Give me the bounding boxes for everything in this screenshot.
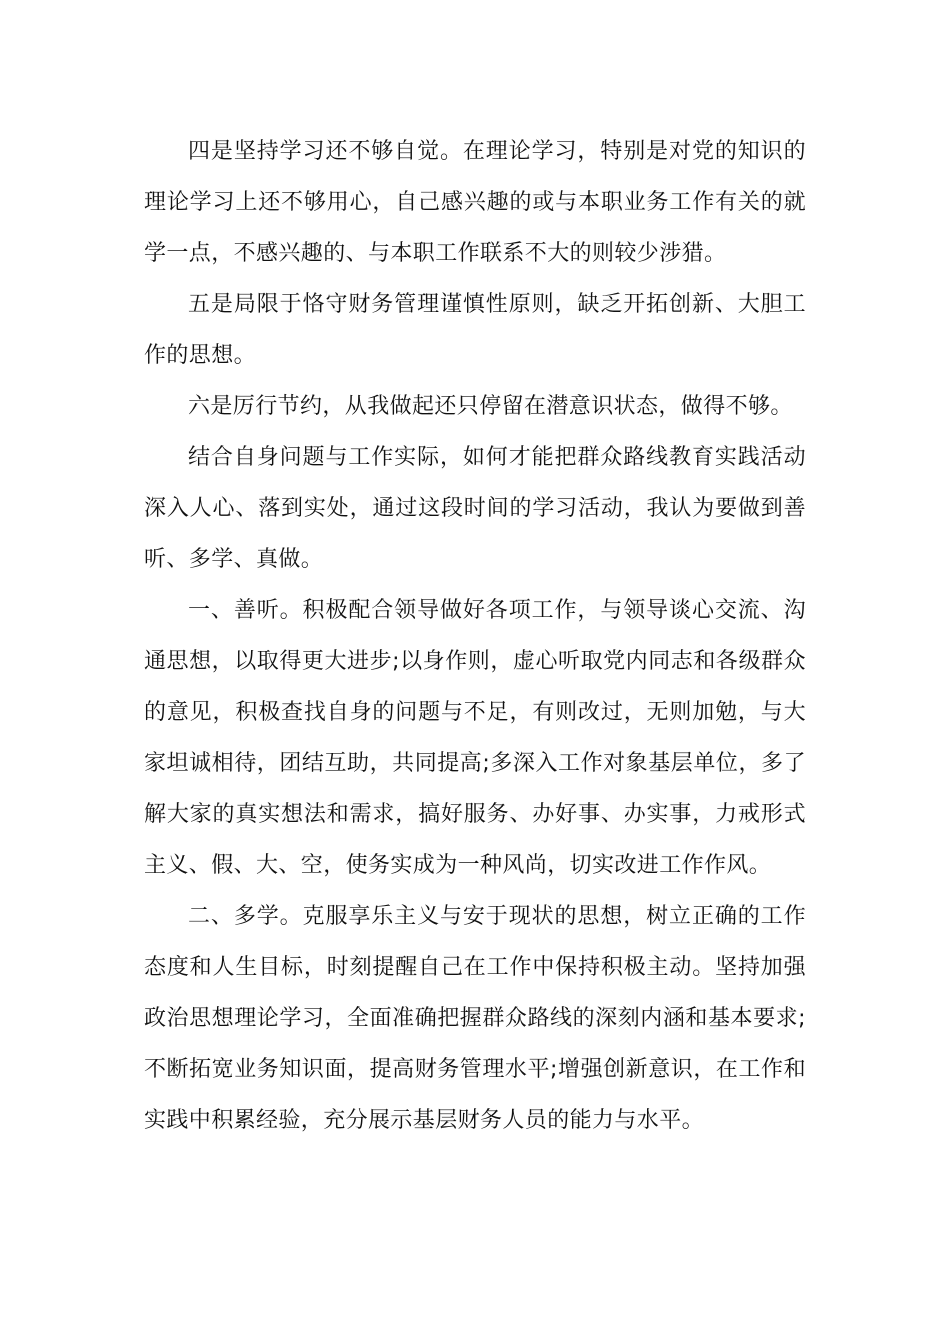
paragraph-5-prudence: 五是局限于恪守财务管理谨慎性原则，缺乏开拓创新、大胆工作的思想。: [144, 292, 806, 368]
paragraph-6-thrift: 六是厉行节约，从我做起还只停留在潜意识状态，做得不够。: [188, 394, 793, 419]
document-body: [144, 126, 806, 1146]
paragraph-summary: 结合自身问题与工作实际，如何才能把群众路线教育实践活动深入人心、落到实处，通过这段时间的学习活动，我认为要做到善听、多学、真做。: [144, 445, 806, 572]
paragraph-4-lack-of-study: 四是坚持学习还不够自觉。在理论学习，特别是对党的知识的理论学习上还不够用心，自己感兴趣的或与本职业务工作有关的就学一点，不感兴趣的、与本职工作联系不大的则较少涉猎。: [144, 139, 806, 266]
paragraph-learn: 二、多学。克服享乐主义与安于现状的思想，树立正确的工作态度和人生目标，时刻提醒自己在工作中保持积极主动。坚持加强政治思想理论学习，全面准确把握群众路线的深刻内涵和基本要求;不断拓宽业务知识面，提高财务管理水平;增强创新意识，在工作和实践中积累经验，充分展示基层财务人员的能力与水平。: [144, 904, 806, 1133]
paragraph-listen: 一、善听。积极配合领导做好各项工作，与领导谈心交流、沟通思想，以取得更大进步;以身作则，虚心听取党内同志和各级群众的意见，积极查找自身的问题与不足，有则改过，无则加勉，与大家坦诚相待，团结互助，共同提高;多深入工作对象基层单位，多了解大家的真实想法和需求，搞好服务、办好事、办实事，力戒形式主义、假、大、空，使务实成为一种风尚，切实改进工作作风。: [144, 598, 806, 878]
